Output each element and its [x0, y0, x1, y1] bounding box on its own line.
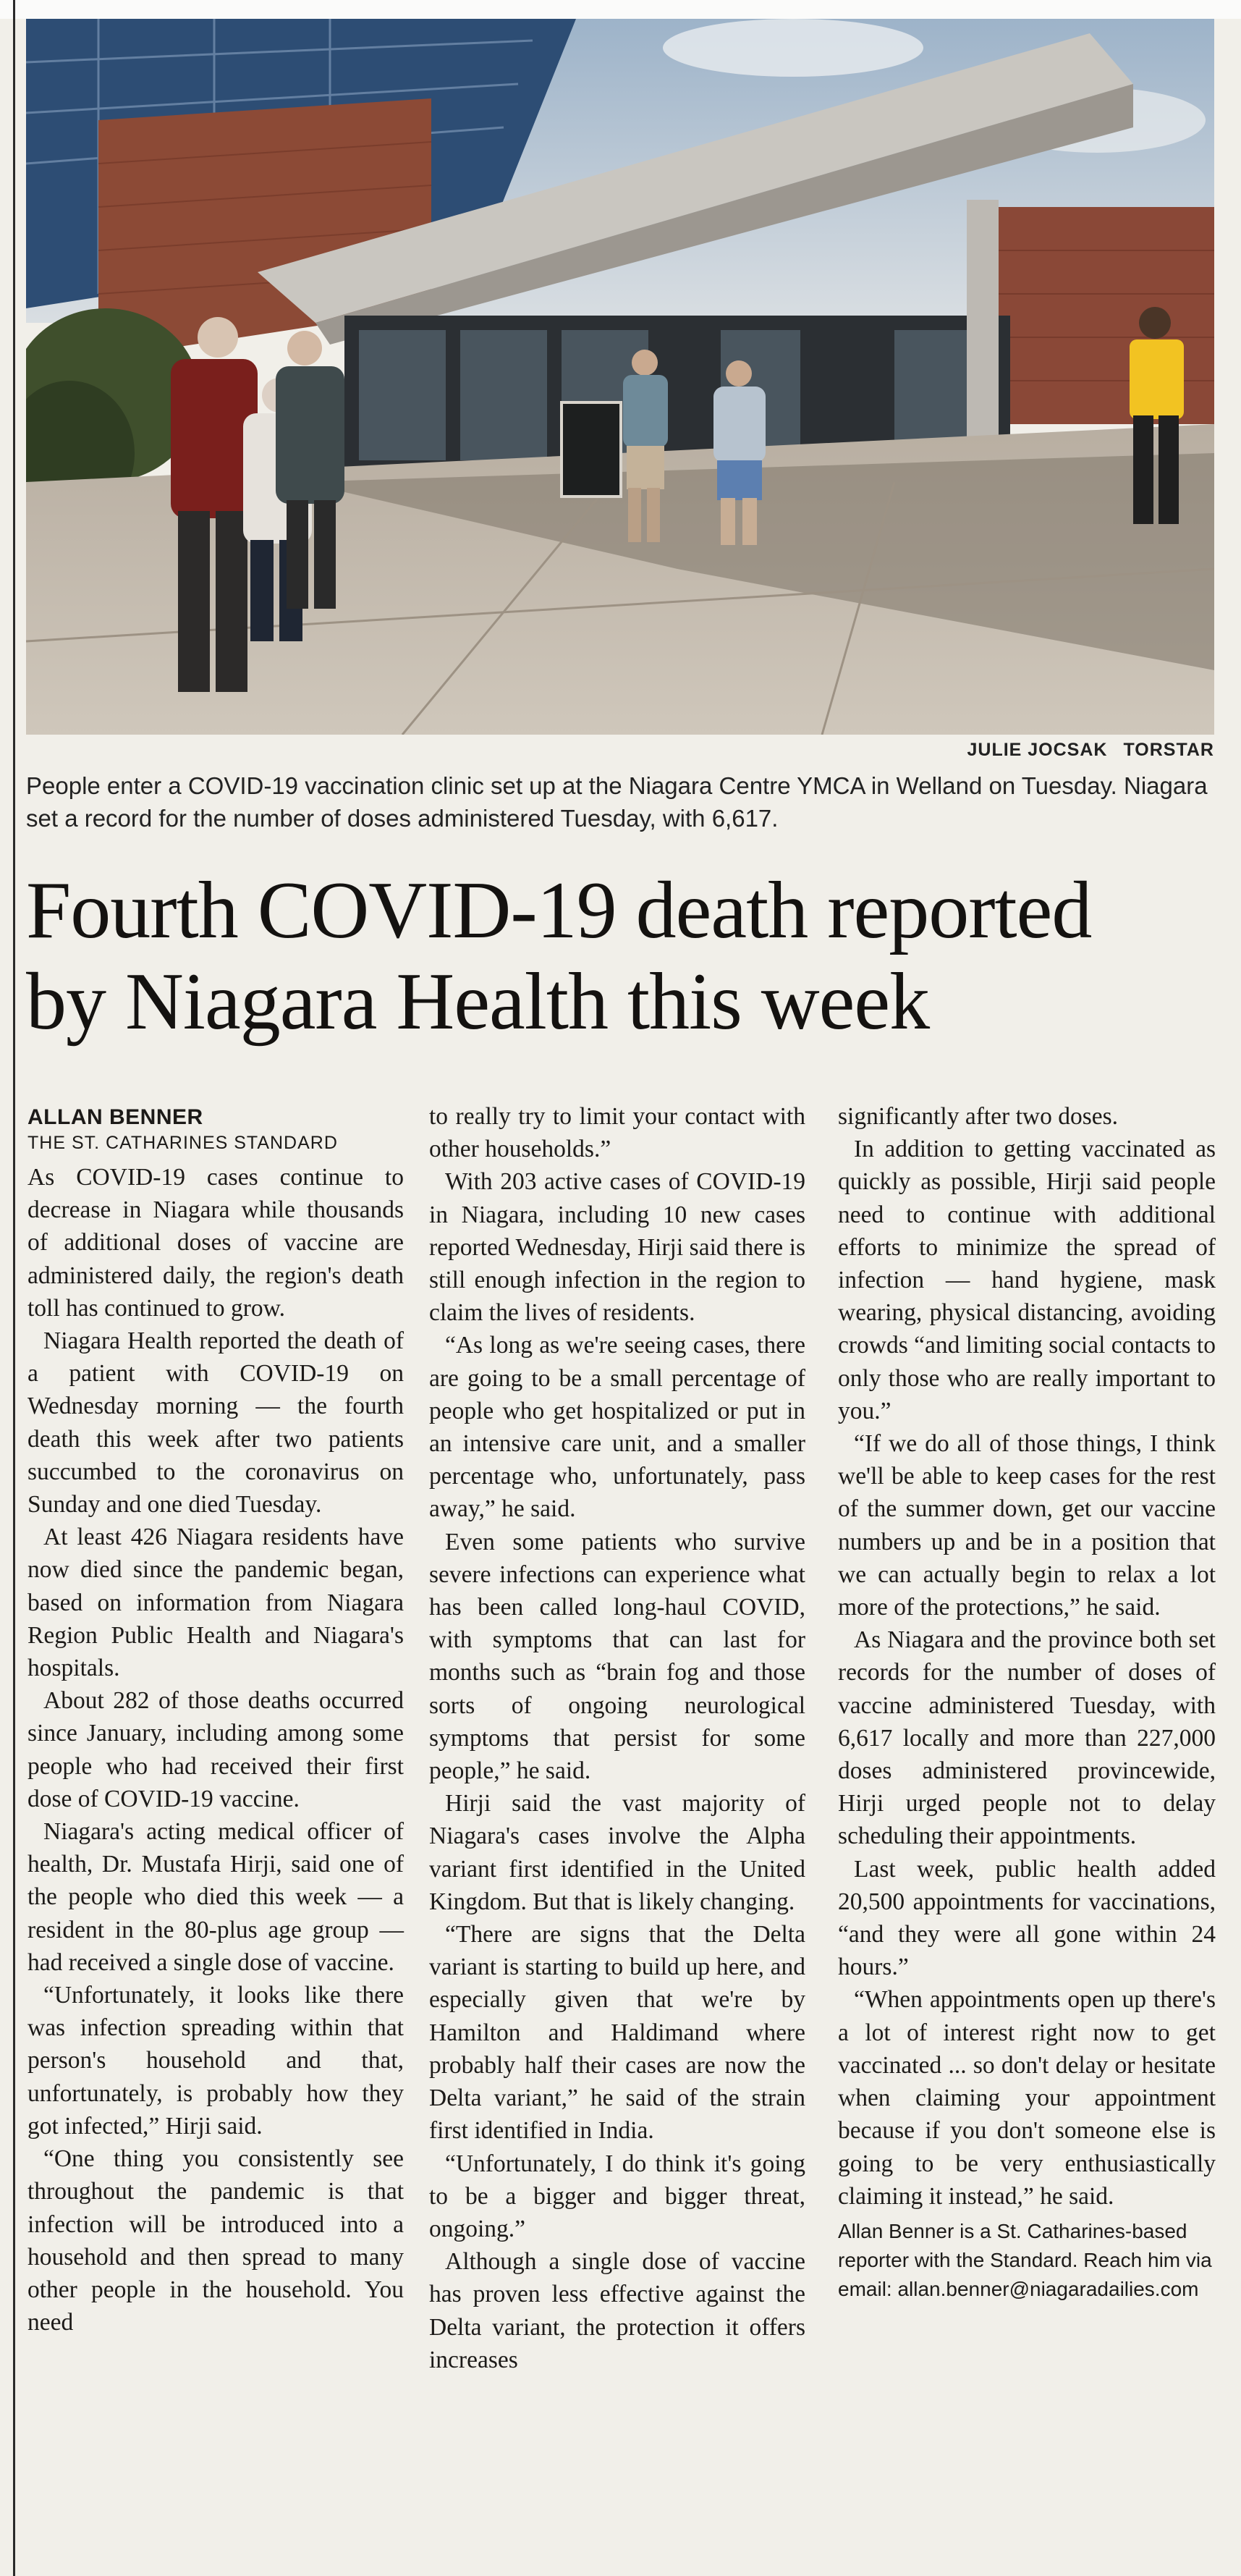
paragraph: As Niagara and the province both set records for the number of doses of vaccine administered Tuesday, with 6,617 locally and more than 227,000 doses administered provincewide, Hirji urged people not to delay scheduling their appointments.: [838, 1626, 1216, 1850]
photo-caption: People enter a COVID-19 vaccination clinic set up at the Niagara Centre YMCA in Welland on Tuesday. Niagara set a record for the number of doses administered Tuesday, with 6,617.: [26, 772, 1208, 832]
byline-publication: THE ST. CATHARINES STANDARD: [27, 1133, 338, 1153]
author-bio: Allan Benner is a St. Catharines-based reporter with the Standard. Reach him via email: allan.benner@niagaradailies.com: [838, 2219, 1212, 2300]
paragraph: to really try to limit your contact with other households.”: [429, 1103, 805, 1163]
paragraph: At least 426 Niagara residents have now died since the pandemic began, based on information from Niagara Region Public Health and Niagara's hospitals.: [27, 1524, 404, 1682]
paragraph: “One thing you consistently see throughout the pandemic is that infection will be introduced into a household and then spread to many other people in the household. You need: [27, 2145, 404, 2336]
byline-author: ALLAN BENNER: [27, 1105, 203, 1129]
paragraph: Hirji said the vast majority of Niagara's cases involve the Alpha variant first identified in the United Kingdom. But that is likely changing.: [429, 1790, 805, 1915]
paragraph: Niagara's acting medical officer of health, Dr. Mustafa Hirji, said one of the people who died this week — a resident in the 80-plus age group — had received a single dose of vaccine.: [27, 1818, 404, 1976]
paragraph: “Unfortunately, it looks like there was infection spreading within that person's household and that, unfortunately, is probably how they got infected,” Hirji said.: [27, 1982, 404, 2140]
paragraph: “Unfortunately, I do think it's going to be a bigger and bigger threat, ongoing.”: [429, 2150, 805, 2242]
photo-credit-name: JULIE JOCSAK: [967, 740, 1108, 760]
paragraph: In addition to getting vaccinated as quickly as possible, Hirji said people need to continue with additional efforts to minimize the spread of infection — hand hygiene, mask wearing, physical distancing, avoiding crowds “and limiting social contacts to only those who are really important to you.”: [838, 1136, 1216, 1424]
photo-credit: [26, 740, 1214, 761]
headline: [26, 865, 1227, 1047]
photo-credit-org: TORSTAR: [1123, 740, 1214, 760]
article-column-1: [27, 1100, 404, 2339]
paragraph: “If we do all of those things, I think we'll be able to keep cases for the rest of the summer down, get our vaccine numbers up and be in a position that we can actually begin to relax a lot more of the protections,” he said.: [838, 1430, 1216, 1621]
paragraph: significantly after two doses.: [838, 1103, 1119, 1130]
page-top-margin: [0, 0, 1241, 19]
paragraph: Even some patients who survive severe infections can experience what has been called long-haul COVID, with symptoms that can last for months such as “brain fog and those sorts of ongoing neurological symptoms that persist for some people,” he said.: [429, 1528, 805, 1785]
paragraph: With 203 active cases of COVID-19 in Niagara, including 10 new cases reported Wednesday, Hirji said there is still enough infection in the region to claim the lives of residents.: [429, 1168, 805, 1327]
headline-line-1: Fourth COVID-19 death reported: [26, 866, 1092, 955]
paragraph: Niagara Health reported the death of a patient with COVID-19 on Wednesday morning — the fourth death this week after two patients succumbed to the coronavirus on Sunday and one died Tuesday.: [27, 1327, 404, 1519]
news-photo: [26, 19, 1214, 735]
paragraph: “When appointments open up there's a lot of interest right now to get vaccinated ... so don't delay or hesitate when claiming your appointment because if you don't someone else is going to be very enthusiastically claiming it instead,” he said.: [838, 1986, 1216, 2210]
article-column-3: [838, 1100, 1216, 2304]
paragraph: “As long as we're seeing cases, there are going to be a small percentage of people who get hospitalized or put in an intensive care unit, and a smaller percentage who, unfortunately, pass away,” he said.: [429, 1332, 805, 1523]
headline-line-2: by Niagara Health this week: [26, 957, 930, 1047]
article-column-2: [429, 1100, 805, 2376]
paragraph: Although a single dose of vaccine has proven less effective against the Delta variant, the protection it offers increases: [429, 2248, 805, 2373]
paragraph: Last week, public health added 20,500 appointments for vaccinations, “and they were all gone within 24 hours.”: [838, 1855, 1216, 1981]
page-left-border: [13, 0, 15, 2576]
paragraph: As COVID-19 cases continue to decrease in Niagara while thousands of additional doses of vaccine are administered daily, the region's death toll has continued to grow.: [27, 1164, 404, 1322]
paragraph: “There are signs that the Delta variant is starting to build up here, and especially given that we're by Hamilton and Haldimand where probably half their cases are now the Delta variant,” he said of the strain first identified in India.: [429, 1921, 805, 2145]
paragraph: About 282 of those deaths occurred since January, including among some people who had received their first dose of COVID-19 vaccine.: [27, 1687, 404, 1812]
